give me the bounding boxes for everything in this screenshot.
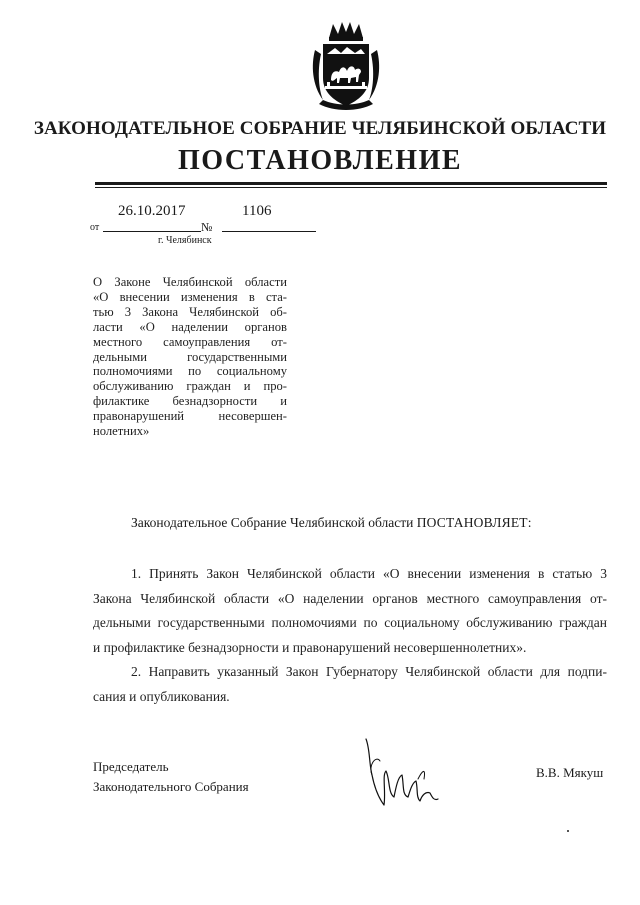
- header-rule-thick: [95, 182, 607, 185]
- subject-line: обслуживанию граждан и про-: [93, 379, 287, 394]
- item-line: и профилактике безнадзорности и правонарушений несовершеннолетних».: [93, 639, 527, 655]
- subject-line: местного самоуправления от-: [93, 334, 287, 349]
- date-underline: [103, 231, 201, 232]
- item-line: 2. Направить указанный Закон Губернатору Челябинской области для подпи-: [131, 664, 607, 679]
- subject-line: О Законе Челябинской области: [93, 275, 287, 289]
- item-line: Закона Челябинской области «О наделении органов местного самоуправления от-: [93, 590, 607, 606]
- subject-line: тью 3 Закона Челябинской об-: [93, 304, 287, 319]
- signatory-name: В.В. Мякуш: [536, 765, 604, 780]
- subject-line: филактике безнадзорности и: [93, 394, 287, 409]
- resolution-item-1: [93, 562, 607, 660]
- number-underline: [222, 231, 316, 232]
- resolution-intro-text: Законодательное Собрание Челябинской области: [131, 515, 414, 530]
- subject-line: «О внесении изменения в ста-: [93, 289, 287, 304]
- item-line: сания и опубликования.: [93, 688, 230, 704]
- subject-line: дельными государственными: [93, 349, 287, 364]
- document-date: 26.10.2017: [118, 203, 186, 219]
- document-number: 1106: [242, 203, 272, 219]
- document-subject: [93, 275, 287, 439]
- date-from-label: от: [90, 222, 100, 233]
- resolution-verb: ПОСТАНОВЛЯЕТ:: [416, 515, 532, 530]
- item-line: 1. Принять Закон Челябинской области «О внесении изменения в статью 3: [131, 566, 607, 581]
- signatory-title: [93, 757, 249, 796]
- resolution-item-2: [93, 660, 607, 709]
- signatory-title-line: Законодательного Собрания: [93, 778, 249, 794]
- city-label: г. Челябинск: [158, 235, 212, 246]
- subject-line: правонарушений несовершен-: [93, 409, 287, 424]
- coat-of-arms-icon: [309, 20, 383, 114]
- number-label: №: [201, 220, 213, 234]
- resolution-intro: [131, 515, 532, 531]
- document-type-title: ПОСТАНОВЛЕНИЕ: [177, 145, 463, 176]
- handwritten-signature: [360, 735, 445, 820]
- subject-line: полномочиями по социальному: [93, 364, 287, 379]
- signatory-title-line: Председатель: [93, 759, 169, 774]
- organization-name: ЗАКОНОДАТЕЛЬНОЕ СОБРАНИЕ ЧЕЛЯБИНСКОЙ ОБЛАСТИ: [33, 118, 607, 139]
- subject-line: ласти «О наделении органов: [93, 319, 287, 334]
- page-speck: [567, 830, 569, 832]
- header-rule-thin: [95, 187, 607, 188]
- subject-line: нолетних»: [93, 424, 150, 439]
- item-line: дельными государственными полномочиями по социальному обслуживанию граждан: [93, 615, 607, 630]
